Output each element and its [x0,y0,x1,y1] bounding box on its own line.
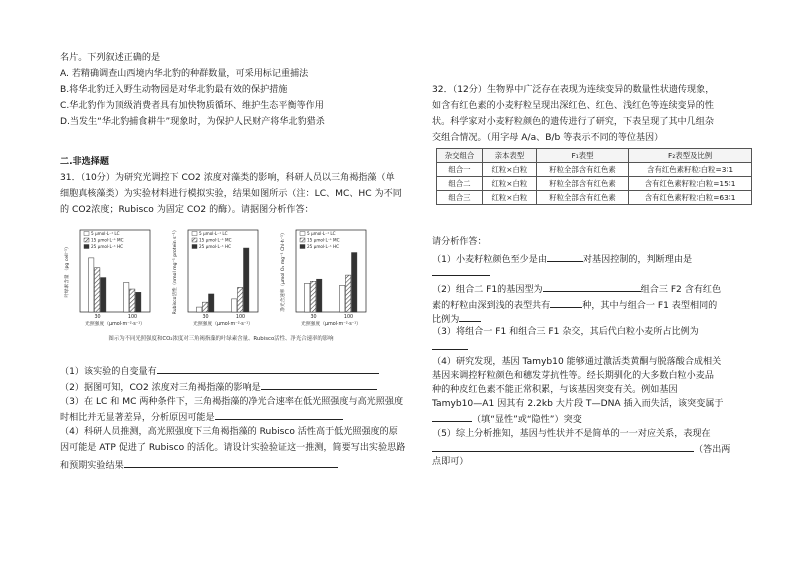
legend-swatch [300,232,305,236]
bar [311,281,316,312]
table-cell: 组合三 [437,191,483,205]
q32-sub1-text-b: 对基因控制的，判断理由是 [582,255,693,265]
x-tick-label: 100 [235,315,246,320]
x-tick-label: 30 [94,315,101,320]
bar [101,278,106,312]
figure-svg [58,222,384,344]
q32-sub4-line-3: 种的种皮红色素不能正常积累，与该基因突变有关。例如基因 [432,385,678,395]
q32-sub2-text-b: 组合三 F2 含有红色 [640,285,722,295]
legend-label: 25 μmol·L⁻¹ HC [199,244,232,249]
table-cell: 红粒×白粒 [482,191,536,205]
answer-blank[interactable] [124,458,338,468]
x-tick-label: 30 [202,315,209,320]
bar [238,287,243,312]
q32-sub4-line-1: （4）研究发现，基因 Tamyb10 能够通过激活类黄酮与脱落酸合成相关 [432,357,722,367]
x-tick-label: 30 [310,315,317,320]
answer-blank[interactable] [215,410,343,420]
table-cell: 组合一 [437,163,483,177]
bar [352,253,357,312]
q31-sub1 [60,364,379,378]
table-cell: 红粒×白粒 [482,163,536,177]
y-axis-label: 净光合速率（μmol O₂ mg⁻¹ Chl·h⁻¹） [281,230,286,312]
q32-sub3: （3）将组合一 F1 和组合三 F1 杂交，其后代白粒小麦所占比例为 [432,327,699,337]
legend-swatch [84,238,89,242]
legend-label: 5 μmol·L⁻¹ LC [91,231,120,236]
q32-sub5-line-3: 点即可） [432,457,469,467]
table-row [437,191,752,205]
bar [317,279,322,312]
bar [89,258,94,312]
q32-sub4-line-2: 基因来调控籽粒颜色和穗发芽抗性等。经长期驯化的大多数白粒小麦品 [432,371,714,381]
legend-label: 15 μmol·L⁻¹ MC [307,237,340,243]
table-row [437,177,752,191]
bar [203,302,208,312]
answer-blank[interactable] [550,298,582,308]
q32-sub1 [432,252,692,266]
legend-label: 5 μmol·L⁻¹ LC [199,231,228,236]
q31-sub2 [60,380,377,394]
q32-sub1-line-2 [432,266,490,280]
table-row [437,163,752,177]
q32-sub2-text-d: 种，其中与组合一 F1 表型相同的 [582,301,718,311]
x-axis-label: 光照强度（μmol·m⁻²·s⁻¹） [193,322,253,327]
bar [124,282,129,312]
x-axis-label: 光照强度（μmol·m⁻²·s⁻¹） [85,322,145,327]
bar [340,285,345,312]
q32-sub2-line-3 [432,312,481,326]
bar [209,294,214,312]
table-header: F₁表型 [536,149,628,163]
q32-stem-line-2: 如含有红色素的小麦籽粒呈现出深红色、红色、浅红色等连续变异的性 [432,101,714,111]
q31-sub4-line-1: （4）科研人员推测，高光照强度下三角褐指藻的 Rubisco 活性高于低光照强度的原 [60,427,398,437]
q31-sub4-text: 和预期实验结果 [60,461,124,471]
table-header: F₂表型及比例 [629,149,752,163]
table-cell: 含有红色素籽粒∶白粒=3∶1 [629,163,752,177]
q32-sub2-line-1 [432,282,721,296]
option-c: C.华北豹作为顶级消费者具有加快物质循环、维护生态平衡等作用 [60,101,324,111]
table-header: 亲本表型 [482,149,536,163]
bar [232,299,237,312]
q31-sub2-text: （2）据图可知，CO2 浓度对三角褐指藻的影响是 [60,383,261,393]
q31-sub3-text: 时相比并无显著差异，分析原因可能是 [60,413,215,423]
legend-swatch [192,245,197,249]
option-b: B.将华北豹迁入野生动物园是对华北豹最有效的保护措施 [60,85,288,95]
table-cell: 含有红色素籽粒∶白粒=15∶1 [629,177,752,191]
q32-sub5-line-2 [432,442,730,456]
bar [305,283,310,312]
q32-sub5-text-b: （答出两 [694,445,731,455]
legend-swatch [84,232,89,236]
option-d: D.当发生“华北豹捕食耕牛”现象时，为保护人民财产将华北豹猎杀 [60,117,325,127]
answer-blank[interactable] [432,412,472,422]
table-cell: 含有红色素籽粒∶白粒=63∶1 [629,191,752,205]
q32-sub3-line-2 [432,340,468,354]
table-cell: 组合二 [437,177,483,191]
legend-swatch [192,232,197,236]
answer-blank[interactable] [261,380,377,390]
q32-sub2-text-c: 素的籽粒由深到浅的表型共有 [432,301,551,311]
x-axis-label: 光照强度（μmol·m⁻²·s⁻¹） [301,322,361,327]
legend-label: 15 μmol·L⁻¹ MC [91,237,124,243]
q32-sub4-line-5 [432,412,582,426]
y-axis-label: 叶绿素含量 （pg cell⁻¹） [65,244,70,298]
q32-sub4-text: （填“显性”或“隐性”）突变 [472,415,582,425]
legend-label: 25 μmol·L⁻¹ HC [91,244,124,249]
legend-label: 15 μmol·L⁻¹ MC [199,237,232,243]
bar [136,292,141,312]
cross-table [436,148,752,205]
q31-sub4-line-3 [60,458,338,472]
q32-sub2-line-2 [432,298,717,312]
legend-label: 25 μmol·L⁻¹ HC [307,244,340,249]
legend-swatch [84,245,89,249]
legend-label: 5 μmol·L⁻¹ LC [307,231,336,236]
bar [197,307,202,312]
bar [244,248,249,312]
answer-blank[interactable] [459,312,481,322]
q32-stem-line-4: 交组合情况。（用字母 A/a、B/b 等表示不同的等位基因） [432,133,664,143]
y-axis-label: Rubisco活性（nmol mg⁻¹ protein s⁻¹） [173,227,178,315]
q32-sub1-text-a: （1）小麦籽粒颜色至少是由 [432,255,547,265]
table-header: 杂交组合 [437,149,483,163]
legend-swatch [300,245,305,249]
q31-stem-line-1: 31．（10分）为研究光调控下 CO2 浓度对藻类的影响，科研人员以三角褐指藻（单 [60,173,395,183]
answer-blank[interactable] [157,364,379,374]
q31-sub1-text: （1）该实验的自变量有 [60,367,157,377]
prev-question-stem: 名片。下列叙述正确的是 [60,53,161,63]
q32-sub5-line-1: （5）综上分析推知，基因与性状并不是简单的一一对应关系，表现在 [432,429,711,439]
q32-stem-line-1: 32．（12分）生物界中广泛存在表现为连续变异的数量性状遗传现象， [432,85,715,95]
table-cell: 籽粒全部含有红色素 [536,163,628,177]
option-a: A. 若精确调查山西境内华北豹的种群数量，可采用标记重捕法 [60,69,309,79]
q31-stem-line-3: 的 CO2浓度；Rubisco 为固定 CO2 的酶）。请据图分析作答： [60,205,314,215]
table-header-row [437,149,752,163]
bar [130,289,135,312]
answer-blank[interactable] [432,340,468,350]
x-tick-label: 100 [127,315,138,320]
q32-prompt: 请分析作答： [432,237,487,247]
figure-caption: 图示为不同光照强度和CO₂浓度对三角褐指藻的叶绿素含量、Rubisco活性、净光合速率的影响 [108,336,334,342]
q32-stem-line-3: 状。科学家对小麦籽粒颜色的遗传进行了研究，下表呈现了其中几组杂 [432,117,714,127]
q32-sub4-line-4: Tamyb10—A1 因其有 2.2kb 大片段 T—DNA 插入而失活，该突变属于 [432,399,724,409]
table-cell: 籽粒全部含有红色素 [536,191,628,205]
section-title: 二.非选择题 [60,157,109,167]
q32-sub2-text-a: （2）组合二 F1的基因型为 [432,285,543,295]
bar-chart-figure [58,222,384,344]
q31-sub3-line-1: （3）在 LC 和 MC 两种条件下，三角褐指藻的净光合速率在低光照强度与高光照强度 [60,397,404,407]
bar [346,275,351,312]
q31-sub4-line-2: 因可能是 ATP 促进了 Rubisco 的活化。请设计实验验证这一推测，简要写出实验思路 [60,443,406,453]
legend-swatch [300,238,305,242]
table-cell: 籽粒全部含有红色素 [536,177,628,191]
answer-blank[interactable] [432,266,490,276]
q31-sub3-line-2 [60,410,343,424]
legend-swatch [192,238,197,242]
q31-stem-line-2: 细胞真核藻类）为实验材料进行模拟实验，结果如图所示（注：LC、MC、HC 为不同 [60,189,402,199]
bar [95,268,100,312]
x-tick-label: 100 [343,315,354,320]
answer-blank[interactable] [432,442,694,452]
q32-sub2-text-e: 比例为 [432,315,460,325]
answer-blank[interactable] [547,252,583,262]
table-cell: 红粒×白粒 [482,177,536,191]
answer-blank[interactable] [543,282,641,292]
